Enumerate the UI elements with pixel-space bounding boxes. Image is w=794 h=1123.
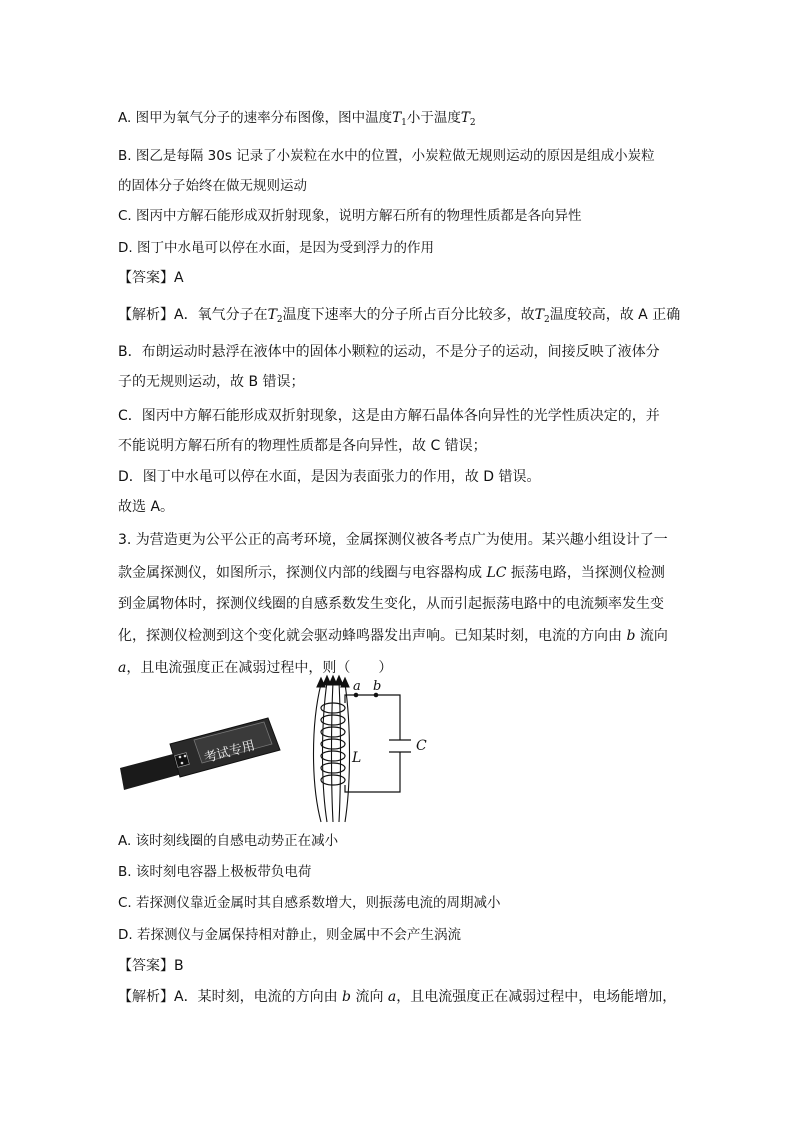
prev-option-c: C. 图丙中方解石能形成双折射现象，说明方解石所有的物理性质都是各向异性 (118, 208, 582, 224)
symbol-t1: $T_1$ (392, 110, 407, 128)
q3-analysis: 【解析】A．某时刻，电流的方向由 b 流向 a，且电流强度正在减弱过程中，电场能增加， (118, 989, 677, 1005)
prev-analysis-a: 【解析】A．氧气分子在$T_2$温度下速率大的分子所占百分比较多，故$T_2$温度较高，故 A 正确 (118, 307, 681, 325)
label-a: a (353, 679, 361, 694)
prev-option-a (118, 108, 678, 133)
prev-option-b-line1: B. 图乙是每隔 30s 记录了小炭粒在水中的位置，小炭粒做无规则运动的原因是组成小炭粒 (118, 148, 655, 164)
prev-analysis-b-line1: B．布朗运动时悬浮在液体中的固体小颗粒的运动，不是分子的运动，间接反映了液体分 (118, 344, 660, 360)
q3-stem-line4: 化，探测仪检测到这个变化就会驱动蜂鸣器发出声响。已知某时刻，电流的方向由 b 流向 (118, 628, 668, 644)
q3-option-b: B. 该时刻电容器上极板带负电荷 (118, 864, 312, 880)
q3-figure (118, 674, 448, 824)
symbol-t2: $T_2$ (460, 110, 476, 128)
inductor-coil (321, 703, 345, 785)
metal-detector-illustration (120, 718, 280, 790)
q3-stem-line2: 款金属探测仪，如图所示，探测仪内部的线圈与电容器构成 LC 振荡电路，当探测仪检测 (118, 565, 665, 581)
label-b: b (373, 679, 382, 694)
prev-analysis-d: D．图丁中水黾可以停在水面，是因为表面张力的作用，故 D 错误。 (118, 469, 541, 485)
prev-answer: 【答案】A (118, 270, 184, 286)
q3-option-a: A. 该时刻线圈的自感电动势正在减小 (118, 833, 339, 849)
prev-analysis-b-line2: 子的无规则运动，故 B 错误； (118, 374, 305, 390)
q3-option-c: C. 若探测仪靠近金属时其自感系数增大，则振荡电流的周期减小 (118, 895, 501, 911)
prev-analysis-c-line1: C．图丙中方解石能形成双折射现象，这是由方解石晶体各向异性的光学性质决定的，并 (118, 408, 660, 424)
prev-option-d: D. 图丁中水黾可以停在水面，是因为受到浮力的作用 (118, 240, 434, 256)
prev-conclusion: 故选 A。 (118, 499, 175, 515)
q3-figure-svg (118, 674, 448, 824)
label-l: L (352, 750, 362, 766)
detector-label: 考试专用 (202, 738, 257, 767)
circuit-wires (345, 695, 411, 792)
q3-option-d: D. 若探测仪与金属保持相对静止，则金属中不会产生涡流 (118, 927, 461, 943)
prev-analysis-c-line2: 不能说明方解石所有的物理性质都是各向异性，故 C 错误； (118, 438, 487, 454)
q3-stem-line1: 3. 为营造更为公平公正的高考环境，金属探测仪被各考点广为使用。某兴趣小组设计了一 (118, 532, 668, 548)
label-c: C (416, 738, 427, 754)
q3-answer: 【答案】B (118, 958, 184, 974)
option-a-mid: 小于温度 (406, 110, 461, 126)
prev-option-b-line2: 的固体分子始终在做无规则运动 (118, 178, 307, 194)
q3-stem-line5: a，且电流强度正在减弱过程中，则（ ） (118, 660, 393, 676)
option-a-text: A. 图甲为氧气分子的速率分布图像，图中温度 (118, 110, 393, 126)
q3-stem-line3: 到金属物体时，探测仪线圈的自感系数发生变化，从而引起振荡电路中的电流频率发生变 (118, 596, 664, 612)
